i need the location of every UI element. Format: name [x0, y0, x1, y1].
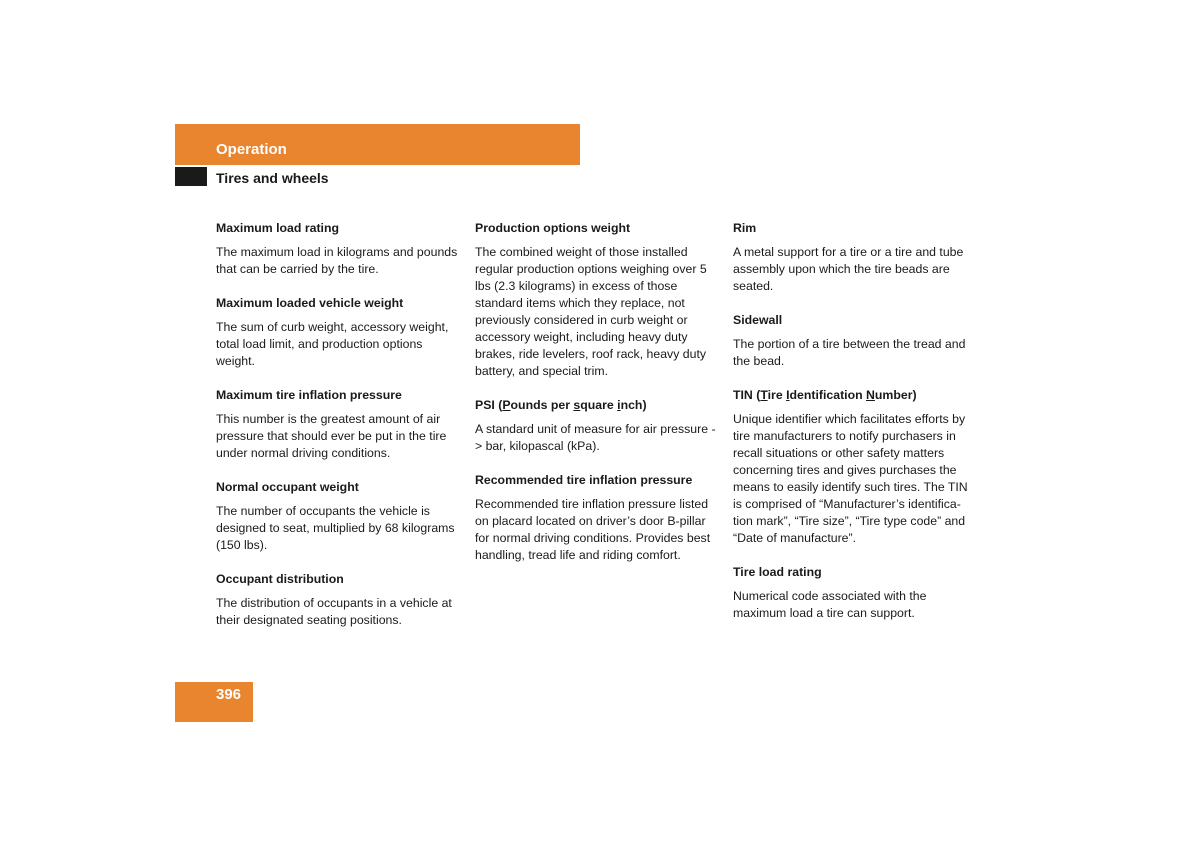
glossary-entry	[216, 387, 461, 462]
glossary-definition: The number of occupants the vehicle is designed to seat, multiplied by 68 kilograms (150 lbs).	[216, 504, 455, 552]
glossary-term: Maximum tire inflation pressure	[216, 388, 402, 402]
chapter-title: Operation	[216, 141, 287, 158]
glossary-definition: The distribution of occupants in a vehicle at their designated seating positions.	[216, 596, 452, 627]
glossary-definition: The sum of curb weight, accessory weight, total load limit, and production options weight.	[216, 320, 449, 368]
glossary-definition: Unique identifier which facilitates efforts by tire manufacturers to notify purchasers in recall situations or other safety matters concerning tires and gives purchases the means to easily identify such tires. The TIN is comprised of “Manufacturer’s identifica-tion mark”, “Tire size”, “Tire type code” and “Date of manufacture”.	[733, 412, 968, 545]
term-part: ire	[767, 388, 787, 402]
term-part: quare	[580, 398, 618, 412]
glossary-term: Occupant distribution	[216, 572, 344, 586]
page-number-box	[175, 682, 253, 722]
glossary-definition: A metal support for a tire or a tire and tube assembly upon which the tire beads are seated.	[733, 245, 964, 293]
glossary-definition: The maximum load in kilograms and pounds that can be carried by the tire.	[216, 245, 458, 276]
glossary-term: Recommended tire inflation pressure	[475, 473, 693, 487]
glossary-term: Maximum load rating	[216, 221, 339, 235]
term-part-underlined: T	[760, 388, 768, 402]
glossary-entry	[475, 220, 720, 380]
term-part: TIN (	[733, 388, 761, 402]
term-part-underlined: P	[502, 398, 511, 412]
glossary-term: Sidewall	[733, 313, 783, 327]
glossary-definition: The combined weight of those installed regular production options weighing over 5 lbs (2.3 kilograms) in excess of those standard items which they replace, not previously considered in curb weight or accessory weight, including heavy duty brakes, ride levelers, roof rack, heavy duty battery, and special trim.	[475, 245, 707, 378]
term-part-underlined: i	[617, 398, 621, 412]
glossary-term: Tire load rating	[733, 565, 822, 579]
term-part: dentification	[789, 388, 867, 402]
glossary-term: Normal occupant weight	[216, 480, 359, 494]
glossary-definition: This number is the greatest amount of air pressure that should ever be put in the tire under normal driving conditions.	[216, 412, 447, 460]
glossary-term-tin	[733, 387, 978, 404]
glossary-term: Maximum loaded vehicle weight	[216, 296, 404, 310]
glossary-definition: Recommended tire inflation pressure listed on placard located on driver’s door B-pillar for normal driving conditions. Provides best handling, tread life and riding comfort.	[475, 497, 711, 562]
term-part: PSI (	[475, 398, 503, 412]
term-part-underlined: s	[573, 398, 581, 412]
glossary-term: Rim	[733, 221, 757, 235]
glossary-entry	[733, 220, 978, 295]
section-marker	[175, 167, 207, 186]
term-part-underlined: I	[786, 388, 790, 402]
page-number: 396	[216, 686, 242, 703]
glossary-entry	[216, 479, 461, 554]
glossary-term-psi	[475, 397, 720, 414]
glossary-entry	[733, 387, 978, 547]
section-title: Tires and wheels	[216, 170, 329, 186]
glossary-column-2	[475, 220, 720, 581]
glossary-column-1	[216, 220, 461, 646]
glossary-entry	[733, 564, 978, 622]
term-part-underlined: N	[866, 388, 875, 402]
glossary-entry	[733, 312, 978, 370]
glossary-entry	[216, 295, 461, 370]
glossary-entry	[475, 397, 720, 455]
term-part: umber)	[874, 388, 917, 402]
glossary-entry	[216, 571, 461, 629]
glossary-entry	[475, 472, 720, 564]
glossary-definition: Numerical code associated with the maximum load a tire can support.	[733, 589, 927, 620]
glossary-term: Production options weight	[475, 221, 631, 235]
term-part: ounds per	[510, 398, 574, 412]
glossary-definition: The portion of a tire between the tread and the bead.	[733, 337, 966, 368]
glossary-column-3	[733, 220, 978, 639]
glossary-entry	[216, 220, 461, 278]
term-part: nch)	[620, 398, 647, 412]
glossary-definition: A standard unit of measure for air pressure -> bar, kilopascal (kPa).	[475, 422, 716, 453]
